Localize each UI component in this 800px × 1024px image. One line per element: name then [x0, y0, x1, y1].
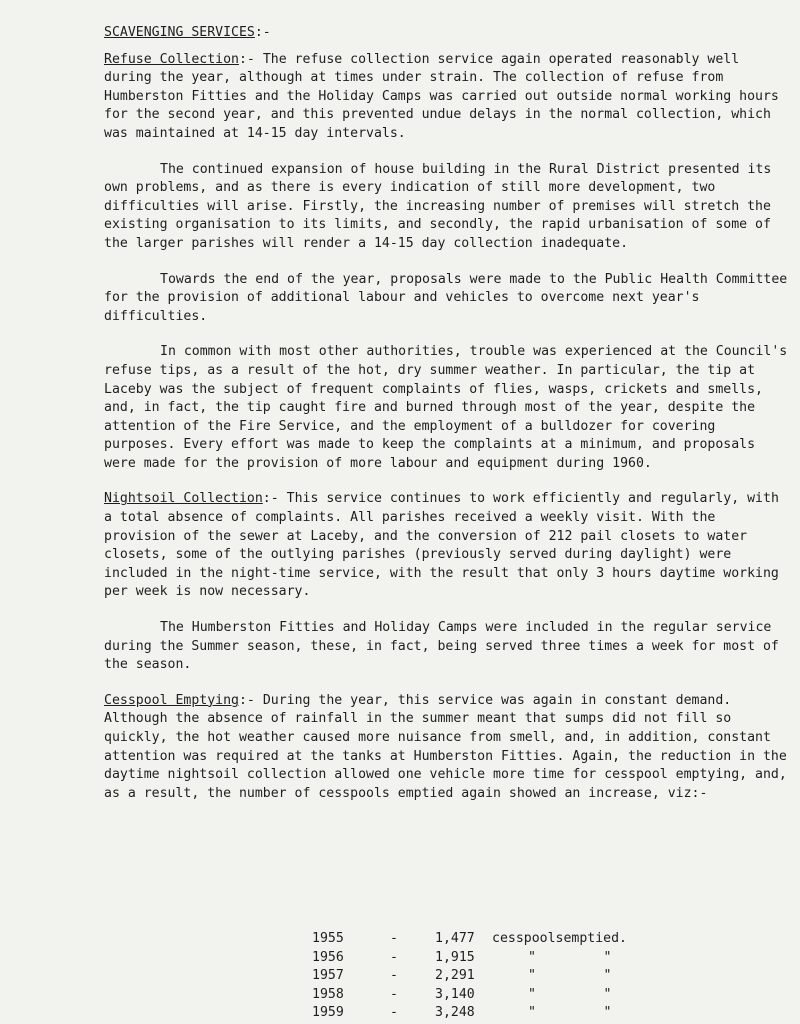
year-cell: 1958	[312, 986, 344, 1002]
section-heading-suffix: :-	[254, 25, 271, 40]
refuse-paragraph-1	[104, 51, 794, 144]
ditto-cell: "	[528, 1005, 536, 1021]
cesspool-paragraph-1-text: During the year, this service was again in constant demand. Although the absence of rainfall in the summer meant that sumps did not fill so quickly, the hot weather caused more nuisance from smell, and, in addition, constant attention was required at the tanks at Humberston Fitties. Again, the reduction in the daytime nightsoil collection allowed one vehicle more time for cesspool emptying, and, as a result, the number of cesspools emptied again showed an increase, viz:-	[104, 692, 787, 801]
count-cell: 1,915	[435, 949, 475, 965]
ditto-cell: "	[528, 986, 536, 1002]
dash-cell: -	[390, 986, 398, 1002]
count-cell: 1,477	[435, 931, 475, 946]
dash-cell: -	[390, 949, 398, 965]
nightsoil-paragraph-1-text: This service continues to work efficiently and regularly, with a total absence of complaints. All parishes received a weekly visit. With the provision of the sewer at Laceby, and the conversion of 212 pail closets to water closets, some of the outlying parishes (previously served during daylight) were included in the night-time service, with the result that only 3 hours daytime working per week is now necessary.	[104, 491, 779, 600]
refuse-paragraph-3: Towards the end of the year, proposals were made to the Public Health Committee for the provision of additional labour and vehicles to overcome next year's difficulties.	[104, 271, 788, 324]
table-row	[312, 949, 627, 968]
cesspools-emptied-table	[312, 930, 627, 1023]
suffix-cell: emptied.	[563, 931, 627, 946]
year-cell: 1956	[312, 949, 344, 965]
refuse-title-suffix: :-	[238, 51, 255, 67]
count-cell: 3,248	[435, 1005, 475, 1021]
cesspool-paragraph-1	[104, 692, 794, 804]
count-cell: 3,140	[435, 986, 475, 1002]
year-cell: 1957	[312, 968, 344, 984]
nightsoil-paragraph-1	[104, 490, 794, 602]
dash-cell: -	[390, 1005, 398, 1021]
dash-cell: -	[390, 968, 398, 984]
nightsoil-paragraph-2: The Humberston Fitties and Holiday Camps were included in the regular service during the Summer season, these, in fact, being served three times a week for most of the season.	[104, 620, 779, 673]
refuse-paragraph-1-text: The refuse collection service again operated reasonably well during the year, although at times under strain. The collection of refuse from Humberston Fitties and the Holiday Camps was carried out outside normal working hours for the second year, and this prevented undue delays in the normal collection, which was maintained at 14-15 day intervals.	[104, 51, 779, 141]
table-row	[312, 1004, 627, 1023]
refuse-paragraph-2: The continued expansion of house building in the Rural District presented its own problems, and as there is every indication of still more development, two difficulties will arise. Firstly, the increasing number of premises will stretch the existing organisation to its limits, and secondly, the rapid urbanisation of some of the larger parishes will render a 14-15 day collection inadequate.	[104, 161, 772, 251]
table-row	[312, 930, 627, 949]
ditto-cell: "	[603, 968, 612, 984]
ditto-cell: "	[603, 1005, 612, 1021]
count-cell: 2,291	[435, 968, 475, 984]
section-heading-text: SCAVENGING SERVICES	[104, 25, 255, 40]
nightsoil-title-suffix: :-	[262, 491, 279, 507]
year-cell: 1955	[312, 931, 344, 946]
table-row	[312, 986, 627, 1005]
cesspool-title-suffix: :-	[238, 692, 255, 708]
dash-cell: -	[390, 931, 398, 946]
section-heading	[104, 24, 794, 43]
refuse-paragraph-4: In common with most other authorities, trouble was experienced at the Council's refuse tips, as a result of the hot, dry summer weather. In particular, the tip at Laceby was the subject of frequent complaints of flies, wasps, crickets and smells, and, in fact, the tip caught fire and burned through most of the year, despite the attention of the Fire Service, and the employment of a bulldozer for covering purposes. Every effort was made to keep the complaints at a minimum, and proposals were made for the provision of more labour and equipment during 1960.	[104, 344, 788, 471]
label-cell: cesspools	[492, 931, 564, 946]
ditto-cell: "	[603, 949, 612, 965]
nightsoil-title: Nightsoil Collection	[104, 491, 263, 507]
cesspool-title: Cesspool Emptying	[104, 692, 239, 708]
ditto-cell: "	[528, 949, 536, 965]
table-row	[312, 967, 627, 986]
refuse-title: Refuse Collection	[104, 51, 239, 67]
year-cell: 1959	[312, 1005, 344, 1021]
ditto-cell: "	[603, 986, 612, 1002]
document-page	[104, 24, 794, 820]
ditto-cell: "	[528, 968, 536, 984]
